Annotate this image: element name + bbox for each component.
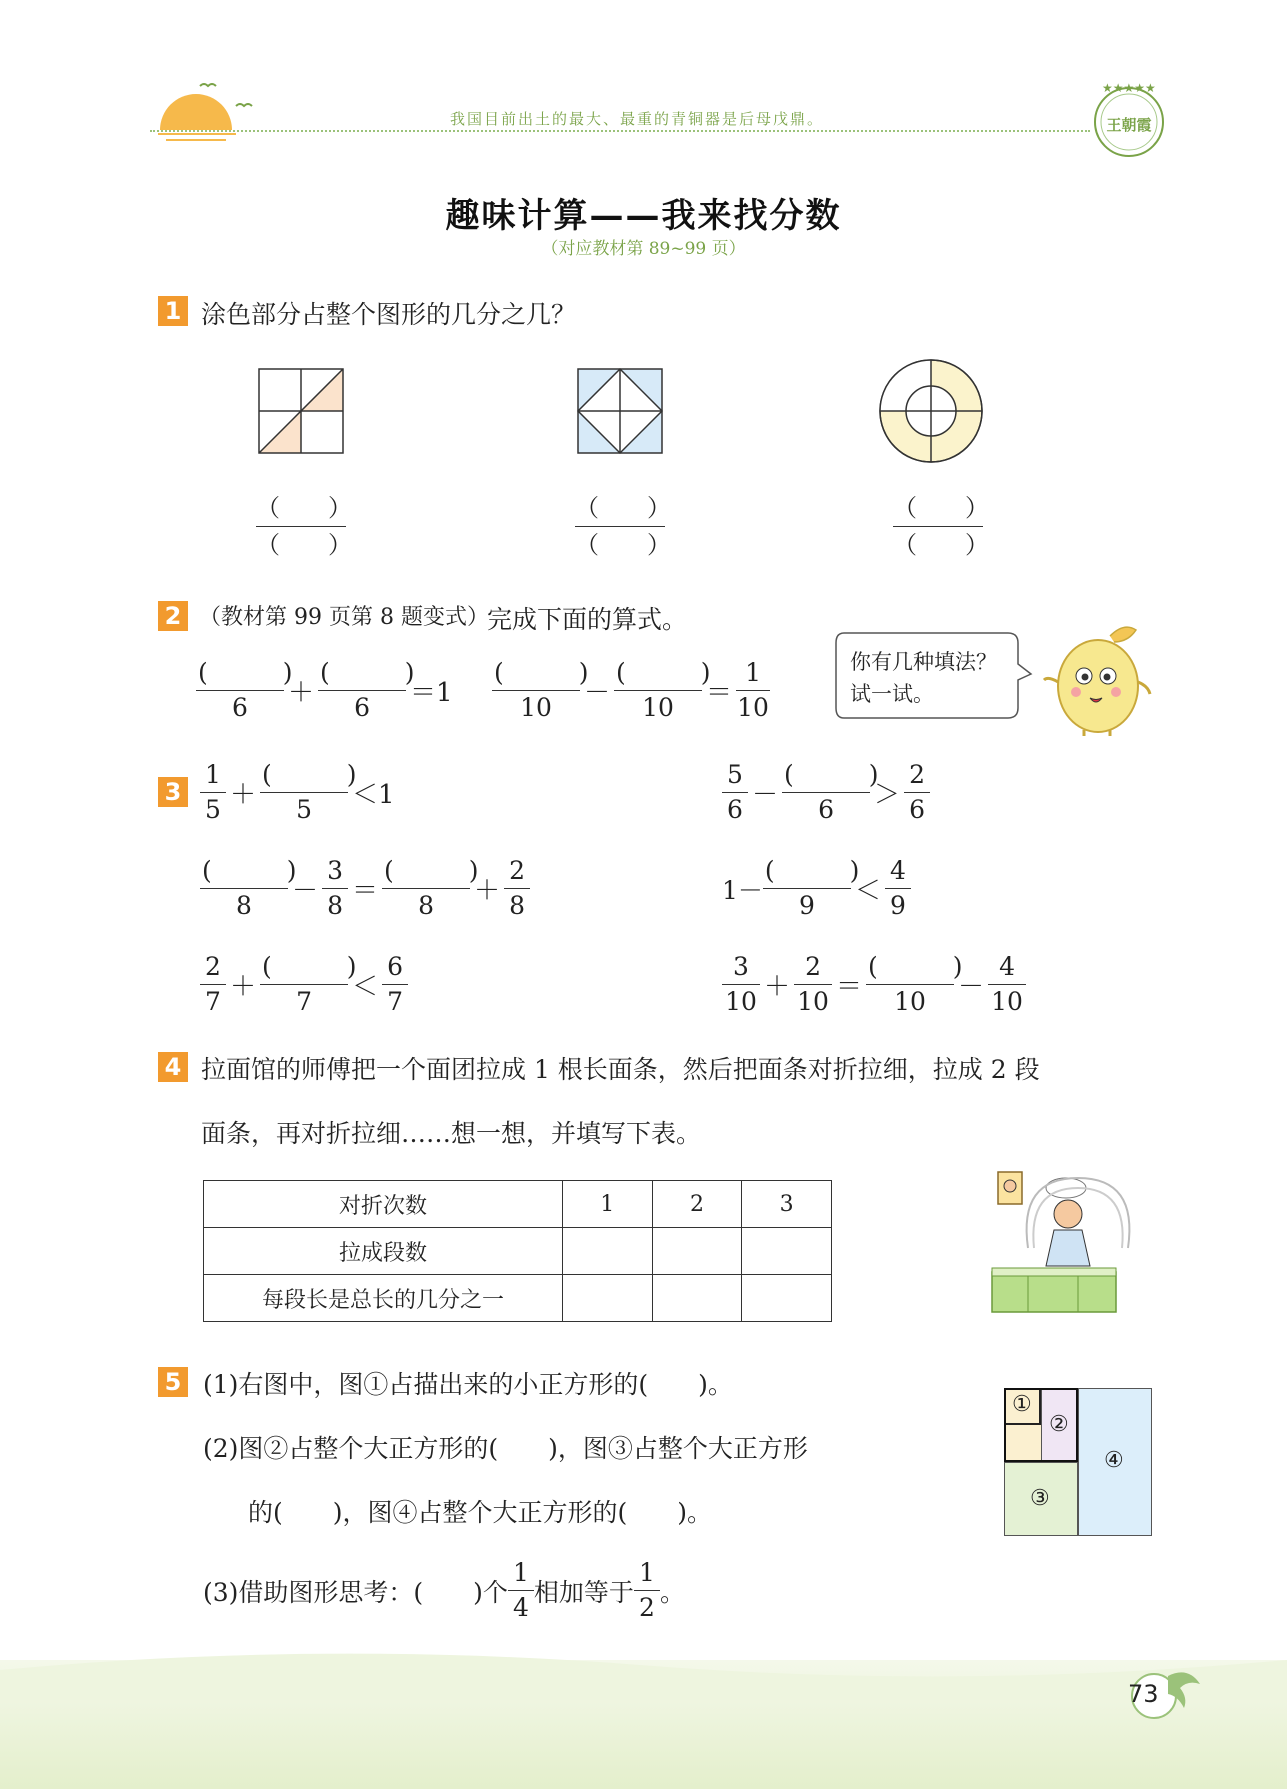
bubble-line-1: 你有几种填法？ — [850, 650, 997, 674]
fraction — [988, 950, 1026, 1019]
blank-numerator[interactable]: ( ) — [318, 656, 406, 691]
denominator: 7 — [205, 987, 221, 1016]
answer-cell[interactable] — [562, 1228, 652, 1275]
page-subtitle: （对应教材第 89~99 页） — [541, 239, 746, 259]
fraction[interactable] — [382, 854, 479, 923]
denominator: 8 — [327, 891, 343, 920]
fraction — [736, 656, 770, 725]
fraction — [722, 950, 760, 1019]
fraction — [722, 758, 748, 827]
numerator: 4 — [988, 950, 1026, 985]
blank-numerator[interactable]: ( ) — [196, 656, 284, 691]
numerator: 1 — [200, 758, 226, 793]
fraction[interactable] — [614, 656, 711, 725]
operator: ＝ — [352, 876, 379, 906]
answer-1-numerator[interactable]: （ ） — [256, 490, 346, 527]
denominator: 10 — [520, 693, 552, 722]
denominator: 7 — [296, 987, 312, 1016]
denominator: 8 — [418, 891, 434, 920]
blank-numerator[interactable]: ( ) — [200, 854, 288, 889]
question-2-number: 2 — [158, 601, 188, 631]
table-cell: 1 — [562, 1181, 652, 1228]
fraction[interactable] — [260, 950, 357, 1019]
mascot-character-icon — [1040, 618, 1160, 738]
denominator: 6 — [818, 795, 834, 824]
blank-numerator[interactable]: ( ) — [260, 758, 348, 793]
numerator: 1 — [736, 656, 770, 691]
fold-table — [203, 1180, 832, 1322]
question-4-number: 4 — [158, 1052, 188, 1082]
relation: ＜ — [854, 876, 881, 906]
numerator: 3 — [322, 854, 348, 889]
question-4-line-1: 拉面馆的师傅把一个面团拉成 1 根长面条，然后把面条对折拉细，拉成 2 段 — [201, 1055, 1040, 1084]
fraction[interactable] — [492, 656, 589, 725]
denominator: 9 — [889, 891, 906, 920]
denominator: 5 — [205, 795, 221, 824]
table-row — [204, 1181, 832, 1228]
question-5-part-2: (2)图②占整个大正方形的( )，图③占整个大正方形 — [203, 1434, 808, 1463]
numerator: 2 — [200, 950, 226, 985]
header-dotted-line — [150, 130, 1090, 132]
fraction — [504, 854, 530, 923]
operator: ＋ — [230, 780, 257, 810]
operator: － — [292, 876, 319, 906]
brand-name: 王朝霞 — [1106, 116, 1152, 134]
fraction[interactable] — [782, 758, 879, 827]
operator: ＝ — [836, 972, 863, 1002]
figure-1-square — [256, 366, 346, 456]
q3-expression-a — [200, 758, 399, 827]
relation: ＜ — [352, 972, 379, 1002]
brand-logo — [1090, 76, 1168, 160]
square-division-figure — [1004, 1388, 1152, 1536]
svg-text:★★★★★: ★★★★★ — [1102, 81, 1156, 95]
fraction — [634, 1556, 660, 1625]
figure-2-square — [575, 366, 665, 456]
table-row — [204, 1228, 832, 1275]
answer-cell[interactable] — [652, 1228, 742, 1275]
table-cell: 2 — [652, 1181, 742, 1228]
numerator: 2 — [504, 854, 530, 889]
question-1-number: 1 — [158, 296, 188, 326]
operator: ＋ — [764, 972, 791, 1002]
denominator: 6 — [727, 795, 743, 824]
blank-numerator[interactable]: ( ) — [782, 758, 870, 793]
answer-cell[interactable] — [562, 1275, 652, 1322]
sunset-icon — [150, 78, 260, 148]
blank-numerator[interactable]: ( ) — [614, 656, 702, 691]
lead-term: 1－ — [722, 875, 763, 905]
bubble-line-2: 试一试。 — [850, 682, 934, 706]
q3-expression-c — [200, 854, 530, 923]
answer-2-numerator[interactable]: （ ） — [575, 490, 665, 527]
table-cell: 拉成段数 — [204, 1228, 563, 1275]
fraction — [904, 758, 930, 827]
numerator: 5 — [722, 758, 748, 793]
fraction — [200, 758, 226, 827]
question-2-text: 完成下面的算式。 — [487, 605, 688, 634]
q3-expression-f — [722, 950, 1026, 1019]
relation: ＞ — [874, 780, 901, 810]
noodle-chef-illustration — [988, 1168, 1148, 1318]
header-tip: 我国目前出土的最大、最重的青铜器是后母戊鼎。 — [450, 110, 825, 128]
fraction[interactable] — [318, 656, 415, 725]
part-3-text-a: (3)借助图形思考：( )个 — [203, 1577, 508, 1607]
blank-numerator[interactable]: ( ) — [260, 950, 348, 985]
label-3: ③ — [1030, 1486, 1050, 1511]
denominator: 4 — [512, 1593, 529, 1622]
denominator: 10 — [991, 987, 1023, 1016]
numerator: 4 — [885, 854, 911, 889]
question-5-number: 5 — [158, 1367, 188, 1397]
q3-expression-d — [722, 854, 911, 923]
denominator: 9 — [798, 891, 815, 920]
denominator: 6 — [909, 795, 925, 824]
fraction[interactable] — [260, 758, 357, 827]
denominator: 8 — [236, 891, 252, 920]
fraction — [200, 950, 226, 1019]
fraction — [322, 854, 348, 923]
q2-expression-1 — [196, 656, 457, 725]
table-cell: 对折次数 — [204, 1181, 563, 1228]
q3-expression-e — [200, 950, 408, 1019]
question-3-number: 3 — [158, 777, 188, 807]
denominator: 10 — [725, 987, 757, 1016]
answer-cell[interactable] — [742, 1228, 832, 1275]
answer-3-numerator[interactable]: （ ） — [893, 490, 983, 527]
equals-one: ＝1 — [410, 678, 453, 708]
denominator: 10 — [797, 987, 829, 1016]
operator: ＋ — [230, 972, 257, 1002]
fraction — [382, 950, 408, 1019]
denominator: 7 — [387, 987, 403, 1016]
part-3-text-b: 相加等于 — [533, 1577, 634, 1607]
fraction[interactable] — [866, 950, 963, 1019]
q2-expression-2 — [492, 656, 770, 725]
numerator: 3 — [722, 950, 760, 985]
fraction — [794, 950, 832, 1019]
fraction — [885, 854, 911, 923]
question-4-line-2: 面条，再对折拉细……想一想，并填写下表。 — [201, 1119, 702, 1148]
fraction[interactable] — [196, 656, 293, 725]
denominator: 5 — [296, 795, 312, 824]
question-1-text: 涂色部分占整个图形的几分之几？ — [201, 300, 577, 329]
figure-3-ring — [876, 356, 986, 466]
label-1: ① — [1012, 1392, 1032, 1417]
question-2-source: （教材第 99 页第 8 题变式） — [199, 605, 489, 630]
numerator: 6 — [382, 950, 408, 985]
denominator: 10 — [894, 987, 926, 1016]
table-cell: 每段长是总长的几分之一 — [204, 1275, 563, 1322]
denominator: 2 — [638, 1593, 655, 1622]
page-title: 趣味计算——我来找分数 — [445, 196, 842, 236]
answer-1-denominator[interactable]: （ ） — [256, 531, 352, 559]
speech-bubble-text — [850, 646, 997, 710]
answer-2-denominator[interactable]: （ ） — [575, 531, 671, 559]
question-5-part-2-cont: 的( )，图④占整个大正方形的( )。 — [248, 1498, 713, 1527]
numerator: 1 — [634, 1556, 660, 1591]
operator: － — [958, 972, 985, 1002]
table-row — [204, 1275, 832, 1322]
blank-numerator[interactable]: ( ) — [763, 854, 851, 889]
denominator: 10 — [642, 693, 674, 722]
question-5-part-3 — [203, 1556, 685, 1625]
part-3-text-c: 。 — [659, 1577, 685, 1607]
operator: ＋ — [288, 678, 315, 708]
label-2: ② — [1049, 1412, 1069, 1437]
answer-3[interactable] — [893, 490, 989, 563]
denominator: 6 — [232, 693, 248, 722]
table-cell: 3 — [742, 1181, 832, 1228]
footer-wave-decoration — [0, 1640, 1287, 1700]
blank-numerator[interactable]: ( ) — [382, 854, 470, 889]
page-number: 73 — [1128, 1680, 1159, 1708]
answer-1[interactable] — [256, 490, 352, 563]
denominator: 8 — [509, 891, 525, 920]
operator: － — [752, 780, 779, 810]
relation: ＜1 — [352, 780, 395, 810]
fraction[interactable] — [763, 854, 860, 923]
numerator: 2 — [904, 758, 930, 793]
question-5-part-1: (1)右图中，图①占描出来的小正方形的( )。 — [203, 1370, 733, 1399]
denominator: 6 — [354, 693, 370, 722]
answer-2[interactable] — [575, 490, 671, 563]
numerator: 1 — [508, 1556, 534, 1591]
q3-expression-b — [722, 758, 930, 827]
answer-3-denominator[interactable]: （ ） — [893, 531, 989, 559]
label-4: ④ — [1104, 1448, 1124, 1473]
answer-cell[interactable] — [652, 1275, 742, 1322]
blank-numerator[interactable]: ( ) — [492, 656, 580, 691]
blank-numerator[interactable]: ( ) — [866, 950, 954, 985]
equals-sign: ＝ — [706, 678, 733, 708]
answer-cell[interactable] — [742, 1275, 832, 1322]
fraction — [508, 1556, 534, 1625]
denominator: 10 — [737, 693, 769, 722]
operator: － — [584, 678, 611, 708]
fraction[interactable] — [200, 854, 297, 923]
operator: ＋ — [474, 876, 501, 906]
numerator: 2 — [794, 950, 832, 985]
